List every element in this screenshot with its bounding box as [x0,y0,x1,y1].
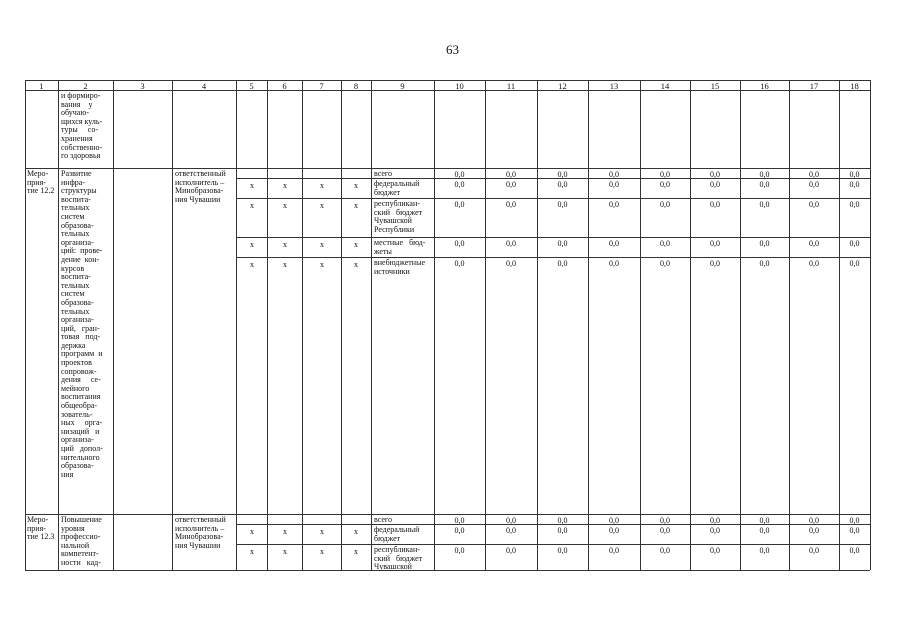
value-cell: 0,0 [609,239,619,248]
value-cell: 0,0 [849,239,860,248]
value-cell: 0,0 [454,170,465,179]
x-mark: х [354,240,358,249]
value-cell: 0,0 [809,239,819,248]
row0-col2: и формиро- вания у обучаю- щихся куль- туры со- хранения собственно- го здоровья [61,91,103,161]
row-line [236,544,870,545]
source-local: местные бюд- жеты [374,238,426,256]
x-mark: х [354,181,358,190]
col-header: 5 [249,81,254,91]
value-cell: 0,0 [506,239,516,248]
value-cell: 0,0 [710,180,720,189]
x-mark: х [283,240,287,249]
value-cell: 0,0 [609,170,619,179]
source-republican: республикан- ский бюджет Чувашской Республики [374,199,423,234]
col-line [58,80,59,570]
x-mark: х [250,527,254,536]
col-header: 8 [353,81,359,91]
col-line [172,80,173,570]
col-header: 2 [83,81,88,91]
value-cell: 0,0 [609,516,619,525]
value-cell: 0,0 [809,200,819,209]
value-cell: 0,0 [759,259,770,268]
value-cell: 0,0 [809,546,819,555]
value-cell: 0,0 [849,546,860,555]
col-header: 10 [455,81,464,91]
measure-12-3-description: Повышение уровня профессио- нальной компетент- ности кад- [61,515,102,567]
value-cell: 0,0 [849,259,860,268]
col-header: 16 [760,81,769,91]
value-cell: 0,0 [809,259,819,268]
value-cell: 0,0 [454,200,465,209]
value-cell: 0,0 [660,259,670,268]
col-line [640,80,641,570]
value-cell: 0,0 [506,526,516,535]
value-cell: 0,0 [454,526,465,535]
x-mark: х [283,547,287,556]
x-mark: х [320,240,324,249]
value-cell: 0,0 [609,546,619,555]
value-cell: 0,0 [506,546,516,555]
source-total: всего [374,515,393,524]
x-mark: х [320,260,324,269]
measure-12-2-label: Меро- прия- тие 12.2 [27,169,55,196]
x-mark: х [250,240,254,249]
value-cell: 0,0 [557,546,568,555]
x-mark: х [320,527,324,536]
col-header: 18 [850,81,859,91]
value-cell: 0,0 [710,239,720,248]
budget-table [25,80,870,570]
value-cell: 0,0 [710,546,720,555]
row-line [25,514,870,515]
value-cell: 0,0 [557,239,568,248]
x-mark: х [320,547,324,556]
value-cell: 0,0 [506,516,516,525]
value-cell: 0,0 [609,259,619,268]
value-cell: 0,0 [506,200,516,209]
x-mark: х [354,527,358,536]
value-cell: 0,0 [454,180,465,189]
col-line [839,80,840,570]
col-header: 1 [39,81,44,91]
col-line [341,80,342,570]
value-cell: 0,0 [849,170,860,179]
measure-12-2-executor: ответственный исполнитель – Минобразова- ния Чувашии [175,169,226,204]
source-total: всего [374,169,393,178]
value-cell: 0,0 [759,180,770,189]
value-cell: 0,0 [660,170,670,179]
value-cell: 0,0 [759,516,770,525]
value-cell: 0,0 [759,170,770,179]
col-line [789,80,790,570]
source-republican: республикан- ский бюджет Чувашской [374,545,423,572]
value-cell: 0,0 [809,170,819,179]
col-header: 14 [660,81,670,91]
value-cell: 0,0 [557,200,568,209]
col-header: 12 [558,81,567,91]
col-line [740,80,741,570]
value-cell: 0,0 [609,526,619,535]
value-cell: 0,0 [849,180,860,189]
value-cell: 0,0 [849,200,860,209]
page-number: 63 [446,42,459,57]
x-mark: х [250,547,254,556]
col-line [302,80,303,570]
value-cell: 0,0 [759,239,770,248]
col-header: 17 [809,81,819,91]
value-cell: 0,0 [506,170,516,179]
value-cell: 0,0 [849,516,860,525]
value-cell: 0,0 [660,516,670,525]
value-cell: 0,0 [710,516,720,525]
value-cell: 0,0 [710,200,720,209]
x-mark: х [354,201,358,210]
col-line [113,80,114,570]
value-cell: 0,0 [710,259,720,268]
value-cell: 0,0 [710,170,720,179]
col-line [870,80,871,570]
value-cell: 0,0 [660,180,670,189]
source-extrabudget: внебюджетные источники [374,258,425,276]
x-mark: х [283,181,287,190]
measure-12-3-label: Меро- прия- тие 12.3 [27,515,55,542]
col-line [371,80,372,570]
col-header: 7 [319,81,324,91]
x-mark: х [354,547,358,556]
col-line [485,80,486,570]
x-mark: х [320,181,324,190]
value-cell: 0,0 [557,180,568,189]
col-header: 13 [609,81,619,91]
col-header: 3 [140,81,145,91]
row-line [25,168,870,169]
x-mark: х [354,260,358,269]
x-mark: х [283,201,287,210]
col-line [25,80,26,570]
x-mark: х [320,201,324,210]
value-cell: 0,0 [506,180,516,189]
x-mark: х [283,527,287,536]
value-cell: 0,0 [454,259,465,268]
x-mark: х [250,201,254,210]
value-cell: 0,0 [759,200,770,209]
value-cell: 0,0 [809,180,819,189]
value-cell: 0,0 [609,180,619,189]
measure-12-2-description: Развитие инфра- структуры воспита- тельных систем образова- тельных организа- ций: прове- дение кон- курсов воспита- тельных систем образова- тельных организа- ций, гран- товая под- держка программ и проектов сопровож- дения се- мейного воспитания общеобра- зователь- ных орга- низаций и организа- ций допол- нительного образова- ния [61,169,103,479]
value-cell: 0,0 [660,239,670,248]
x-mark: х [283,260,287,269]
row-line [236,257,870,258]
value-cell: 0,0 [454,546,465,555]
col-header: 4 [201,81,207,91]
value-cell: 0,0 [660,546,670,555]
col-line [236,80,237,570]
value-cell: 0,0 [660,200,670,209]
value-cell: 0,0 [557,516,568,525]
col-line [690,80,691,570]
col-line [588,80,589,570]
value-cell: 0,0 [557,170,568,179]
value-cell: 0,0 [809,526,819,535]
value-cell: 0,0 [454,516,465,525]
value-cell: 0,0 [609,200,619,209]
value-cell: 0,0 [759,526,770,535]
row-line [25,570,870,571]
row-line [236,237,870,238]
value-cell: 0,0 [710,526,720,535]
col-header: 11 [506,81,516,91]
col-header: 9 [400,81,405,91]
source-federal: федеральный бюджет [374,179,420,197]
value-cell: 0,0 [759,546,770,555]
measure-12-3-executor: ответственный исполнитель – Минобразова- ния Чувашии [175,515,226,550]
value-cell: 0,0 [506,259,516,268]
col-header: 6 [282,81,287,91]
col-header: 15 [710,81,720,91]
row-line [236,198,870,199]
col-line [267,80,268,570]
value-cell: 0,0 [557,259,568,268]
x-mark: х [250,260,254,269]
source-federal: федеральный бюджет [374,525,420,543]
value-cell: 0,0 [809,516,819,525]
x-mark: х [250,181,254,190]
col-line [537,80,538,570]
value-cell: 0,0 [849,526,860,535]
value-cell: 0,0 [454,239,465,248]
col-line [434,80,435,570]
value-cell: 0,0 [557,526,568,535]
value-cell: 0,0 [660,526,670,535]
